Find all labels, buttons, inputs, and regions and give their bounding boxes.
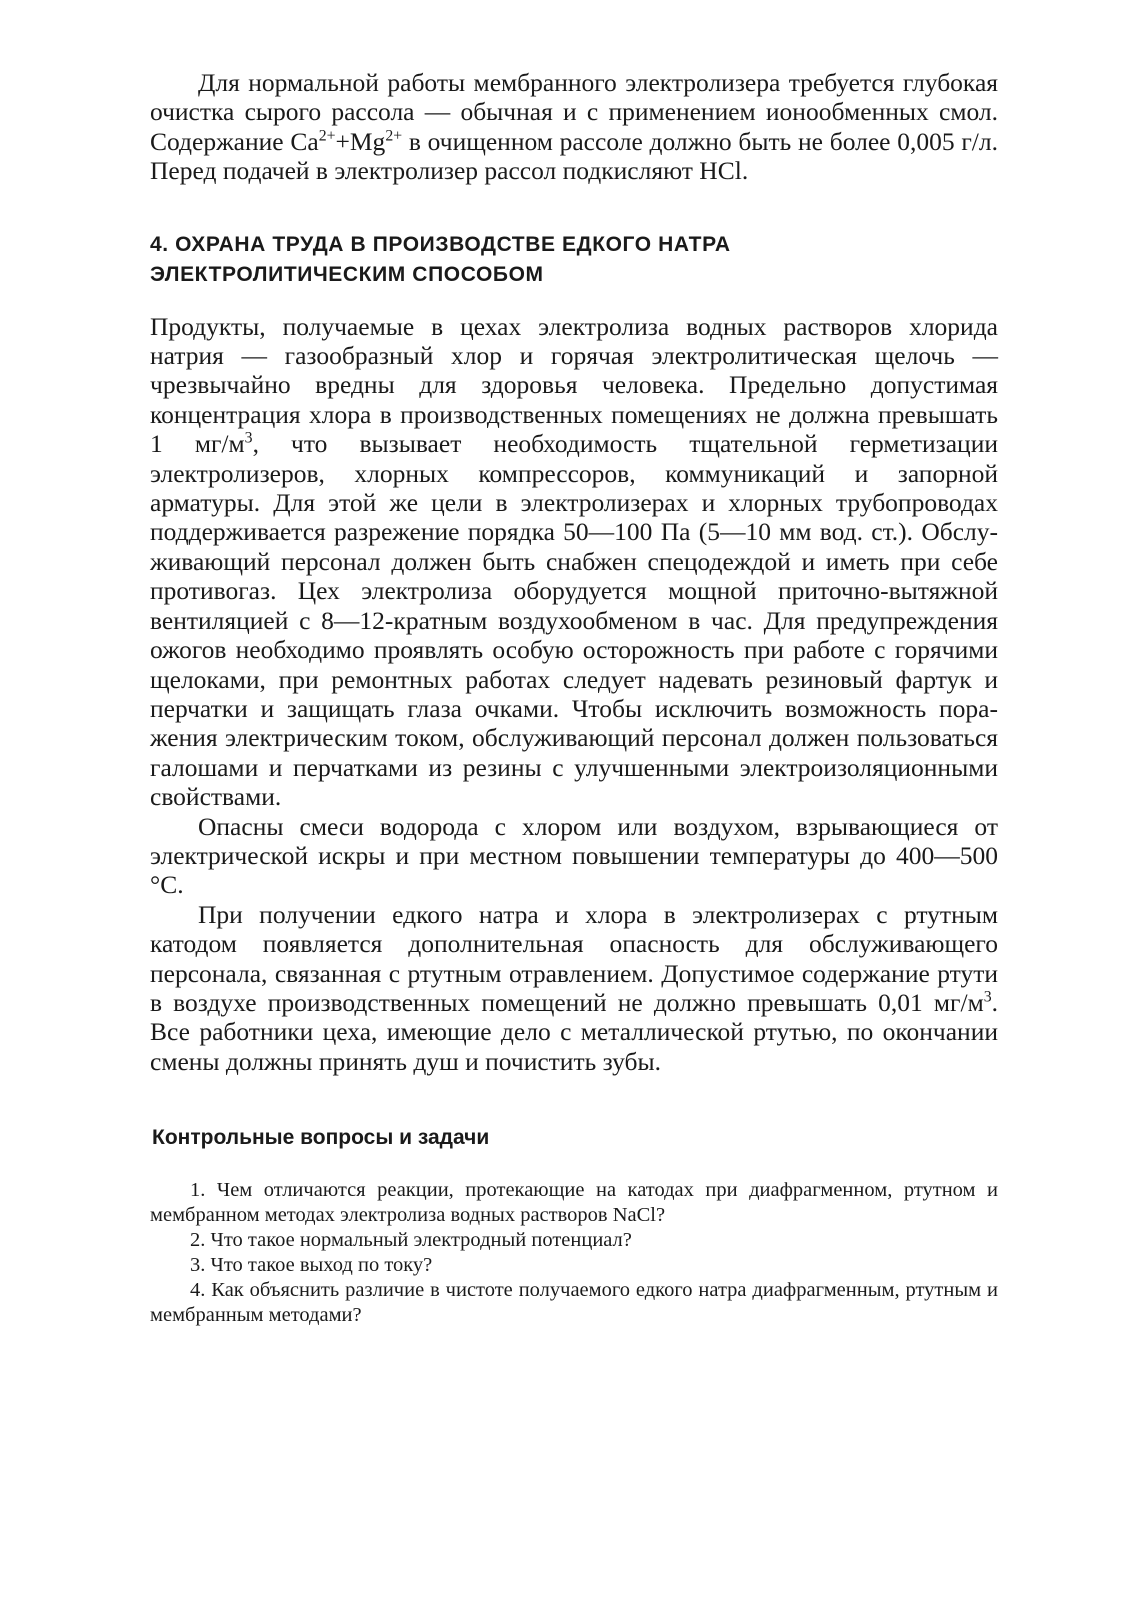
p1-text-end: , что вызывает необходимость тщательной герметизации электролизеров, хлорных компрессоров, коммуникаций и запорной арматуры. Для этой же цели в электролизерах и хлорных трубопроводах поддерживается разрежение порядка 50—100 Па (5—10 мм вод. ст.). Обслуживающий персонал должен быть снабжен спецодеждой и иметь при себе противогаз. Цех электролиза оборудуется мощной приточно-вытяжной вентиляцией с 8—12-кратным воздухообменом в час. Для предупреждения ожогов необходимо проявлять особую осторожность при работе с горячими щелоками, при ремонтных работах следует надевать резиновый фартук и перчатки и защищать глаза очками. Чтобы исключить возможность поражения электрическим током, обслуживающий персонал должен пользоваться галошами и перчатками из резины с улучшенными электроизоляционными свойствами. bbox=[150, 429, 998, 812]
question-item: 1. Чем отличаются реакции, протекающие на катодах при диафрагменном, ртутном и мембранном методах электролиза водных растворов NaCl? bbox=[150, 1179, 998, 1227]
p1-text-start: Продукты, получаемые в цехах электролиза водных растворов хлорида натрия — газообразный хлор и горячая электролитическая щелочь — чрезвычайно вредны для здоровья человека. Предельно допустимая концентрация хлора в производственных помещениях не должна превышать 1 мг/м bbox=[150, 311, 998, 459]
p3-text-start: При получении едкого натра и хлора в электролизерах с ртутным катодом появляется дополнительная опасность для обслуживающего персонала, связанная с ртутным отравлением. Допустимое содержание ртути в воздухе производственных помещений не должно превышать 0,01 мг/м bbox=[150, 899, 998, 1017]
section-heading-line2: ЭЛЕКТРОЛИТИЧЕСКИМ СПОСОБОМ bbox=[150, 262, 544, 286]
question-item: 2. Что такое нормальный электродный потенциал? bbox=[190, 1229, 632, 1252]
section-heading bbox=[150, 230, 998, 290]
question-item: 4. Как объяснить различие в чистоте получаемого едкого натра диафрагменным, ртутным и мембранным методами? bbox=[150, 1279, 998, 1327]
calcium-charge: 2+ bbox=[318, 127, 336, 145]
question-item: 3. Что такое выход по току? bbox=[190, 1254, 433, 1277]
section-paragraph-2: Опасны смеси водорода с хлором или воздухом, взрывающиеся от электрической искры и при местном повышении температуры до 400—500 °С. bbox=[150, 811, 998, 900]
questions-heading: Контрольные вопросы и задачи bbox=[152, 1126, 490, 1150]
questions-list bbox=[150, 1178, 998, 1328]
intro-text-end: в очищенном рассоле должно быть не более 0,005 г/л. Перед подачей в электролизер рассол подкисляют HCl. bbox=[150, 126, 998, 186]
section-paragraph-3 bbox=[150, 900, 998, 1076]
intro-text-mid: +Mg bbox=[335, 126, 386, 156]
p3-text-end: . Все работники цеха, имеющие дело с металлической ртутью, по окончании смены должны принять душ и почистить зубы. bbox=[150, 987, 998, 1076]
document-page bbox=[150, 68, 998, 1328]
intro-text-start: Для нормальной работы мембранного электролизера требуется глубокая очистка сырого рассола — обычная и с применением ионообменных смол. Содержание Ca bbox=[150, 68, 998, 156]
intro-paragraph bbox=[150, 68, 998, 186]
p3-unit-exponent: 3 bbox=[983, 988, 992, 1006]
section-paragraph-1 bbox=[150, 312, 998, 812]
section-heading-line1: 4. ОХРАНА ТРУДА В ПРОИЗВОДСТВЕ ЕДКОГО НАТРА bbox=[150, 232, 731, 256]
magnesium-charge: 2+ bbox=[385, 127, 403, 145]
p1-unit-exponent: 3 bbox=[244, 429, 253, 447]
